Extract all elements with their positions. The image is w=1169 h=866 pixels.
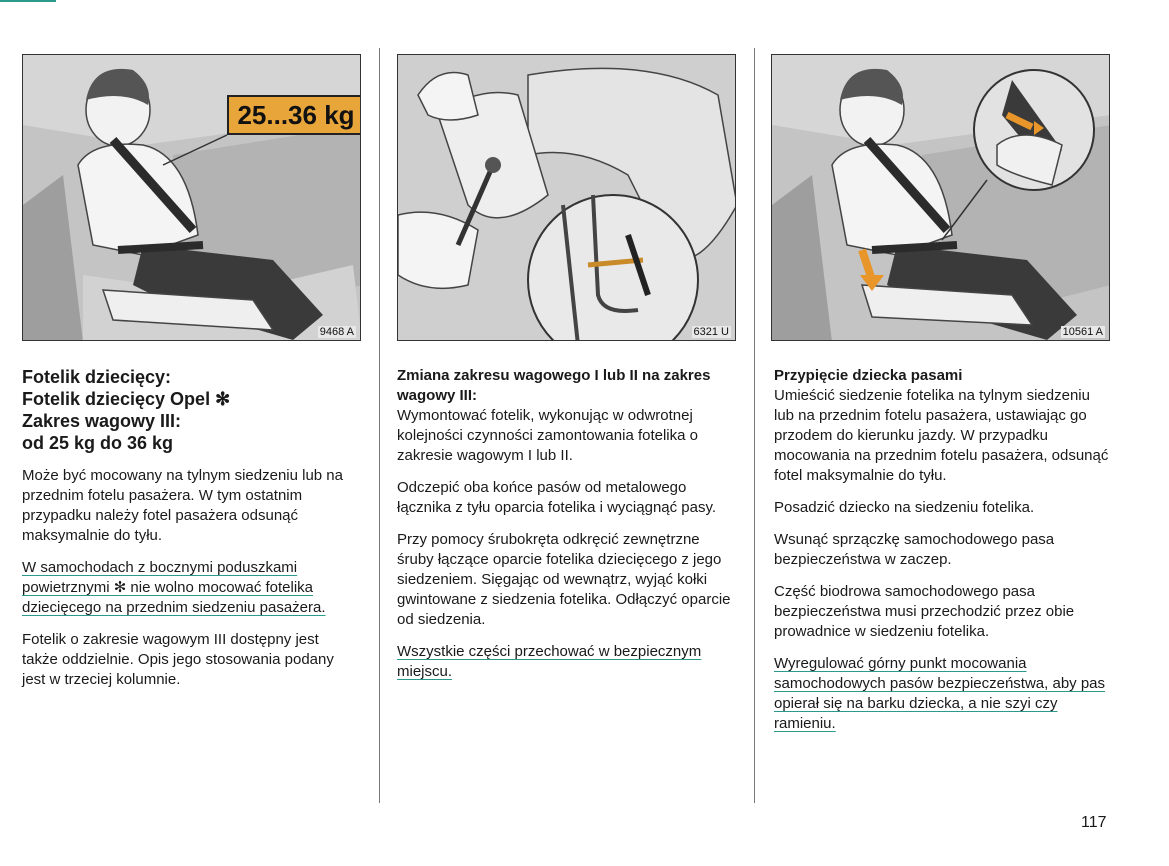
column-divider bbox=[379, 48, 380, 803]
weight-range-badge: 25...36 kg bbox=[227, 95, 361, 135]
paragraph: Umieścić siedzenie fotelika na tylnym siedzeniu lub na przednim fotelu pasażera, ustawiając go przodem do kierunku jazdy. W przypadku mocowania na przednim fotelu pasażera, odsunąć fotel maksymalnie do tyłu. bbox=[774, 387, 1109, 484]
figure-belt-fastening bbox=[771, 54, 1110, 341]
paragraph: Może być mocowany na tylnym siedzeniu lub na przednim fotelu pasażera. W tym ostatnim przypadku należy fotel pasażera odsunąć maksymalnie do tyłu. bbox=[22, 467, 343, 544]
figure-code: 6321 U bbox=[693, 326, 729, 338]
figure-code: 10561 A bbox=[1062, 326, 1103, 338]
paragraph: Odczepić oba końce pasów od metalowego łącznika z tyłu oparcia fotelika i wyciągnąć pasy. bbox=[397, 479, 717, 516]
paragraph: Wymontować fotelik, wykonując w odwrotnej kolejności czynności zamontowania fotelika o zakresie wagowym I lub II. bbox=[397, 407, 698, 464]
section-title: Zmiana zakresu wagowego I lub II na zakres wagowy III: bbox=[397, 367, 711, 404]
warning-note: Wszystkie części przechować w bezpiecznym miejscu. bbox=[397, 643, 702, 680]
section-title: Fotelik dziecięcy: Fotelik dziecięcy Opel ✻ Zakres wagowy III: od 25 kg do 36 kg bbox=[22, 367, 231, 453]
figure-child-seat-booster bbox=[22, 54, 361, 341]
column-2-text bbox=[397, 366, 735, 694]
page-number: 117 bbox=[1081, 814, 1107, 831]
illustration-screwdriver-removal bbox=[398, 55, 736, 341]
paragraph: Część biodrowa samochodowego pasa bezpieczeństwa musi przechodzić przez obie prowadnice w siedzeniu fotelika. bbox=[774, 583, 1075, 640]
paragraph: Fotelik o zakresie wagowym III dostępny jest także oddzielnie. Opis jego stosowania podany jest w trzeciej kolumnie. bbox=[22, 631, 334, 688]
column-3-text bbox=[774, 366, 1112, 746]
top-accent-line bbox=[0, 0, 56, 2]
paragraph: Wsunąć sprzączkę samochodowego pasa bezpieczeństwa w zaczep. bbox=[774, 531, 1055, 568]
figure-code: 9468 A bbox=[319, 326, 354, 338]
column-1-text bbox=[22, 366, 347, 702]
section-title: Przypięcie dziecka pasami bbox=[774, 367, 963, 384]
warning-note: W samochodach z bocznymi poduszkami powietrznymi ✻ nie wolno mocować fotelika dziecięcego na przednim siedzeniu pasażera. bbox=[22, 559, 326, 616]
column-divider bbox=[754, 48, 755, 803]
warning-note: Wyregulować górny punkt mocowania samochodowych pasów bezpieczeństwa, aby pas opierał się na barku dziecka, a nie szyi czy ramieniu. bbox=[774, 655, 1106, 732]
illustration-child-belted bbox=[772, 55, 1110, 341]
paragraph: Posadzić dziecko na siedzeniu fotelika. bbox=[774, 499, 1035, 516]
paragraph: Przy pomocy śrubokręta odkręcić zewnętrzne śruby łączące oparcie fotelika dziecięcego z jego siedzeniem. Sięgając od wewnątrz, wyjąć kołki gwintowane z siedzenia fotelika. Odłączyć oparcie od siedzenia. bbox=[397, 531, 731, 628]
figure-seat-disassembly bbox=[397, 54, 736, 341]
